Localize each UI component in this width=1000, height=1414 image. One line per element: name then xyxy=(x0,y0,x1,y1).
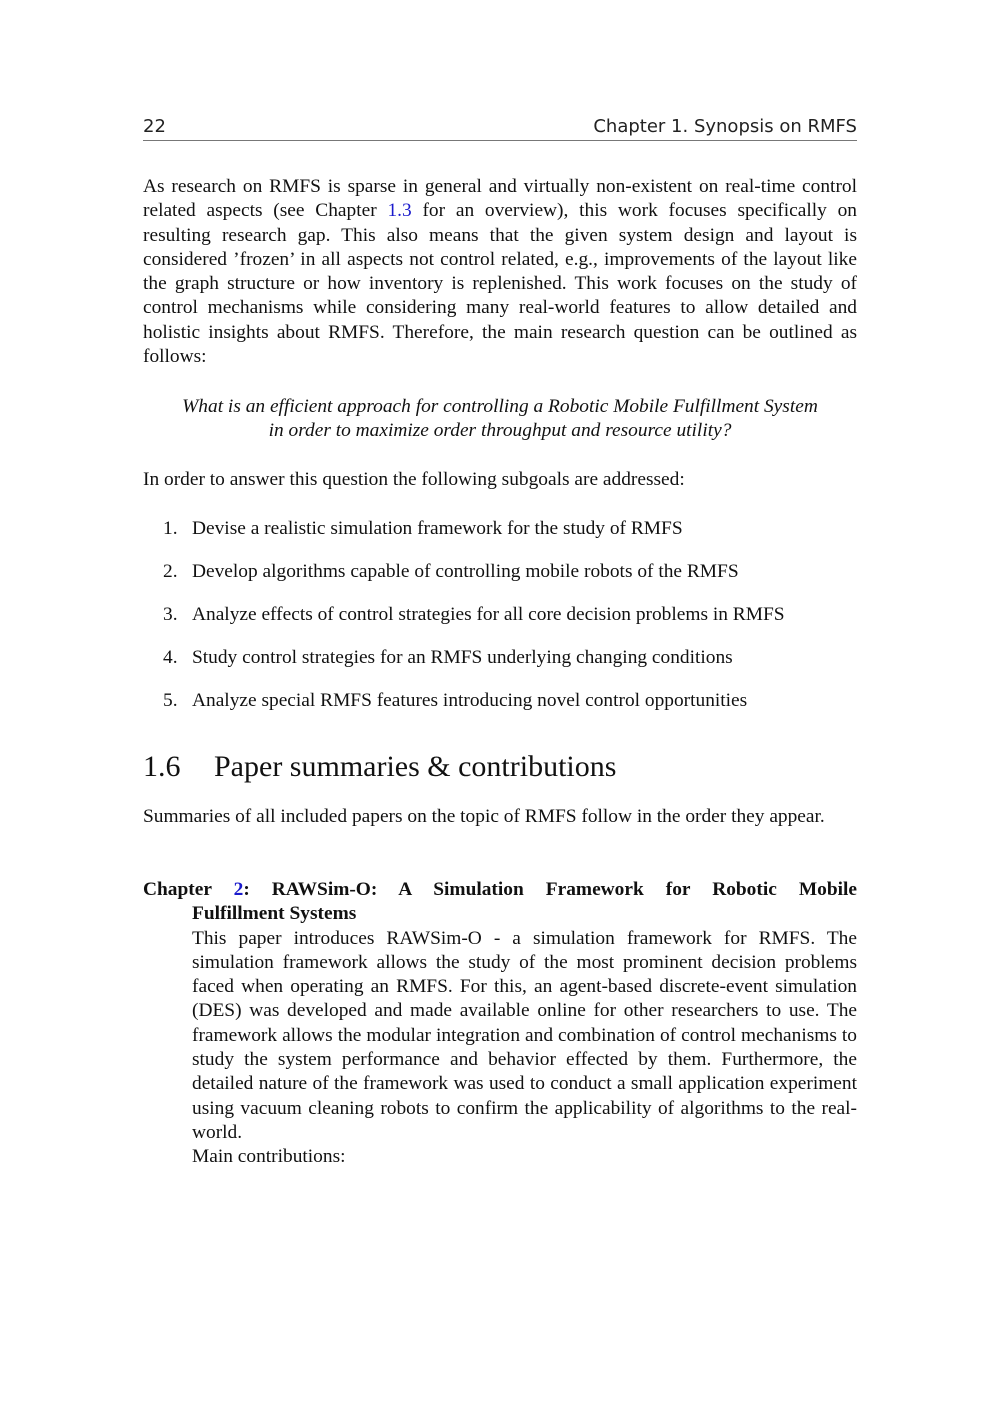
intro-text-1: As research on RMFS is sparse in general and virtually non-existent on real-time control related aspects (see Chapter xyxy=(143,176,857,222)
research-question-line-2: in order to maximize order throughput and resource utility? xyxy=(268,420,732,442)
section-heading xyxy=(143,750,616,784)
research-question xyxy=(143,395,857,444)
main-contributions-label: Main contributions: xyxy=(192,1146,346,1168)
chapter-2-link[interactable]: 2 xyxy=(233,879,244,900)
subgoals-list xyxy=(163,517,857,732)
chapter-entry-title xyxy=(143,878,857,902)
chapter-entry-prefix: Chapter xyxy=(143,879,234,900)
intro-paragraph xyxy=(143,175,857,369)
chapter-summary-entry xyxy=(143,878,857,1170)
section-title: Paper summaries & contributions xyxy=(214,750,617,783)
list-item-text: Analyze effects of control strategies for all core decision problems in RMFS xyxy=(192,604,785,625)
list-item xyxy=(163,560,857,603)
list-item xyxy=(163,646,857,689)
subgoals-intro: In order to answer this question the following subgoals are addressed: xyxy=(143,469,685,490)
list-item xyxy=(163,689,857,732)
section-intro-paragraph: Summaries of all included papers on the topic of RMFS follow in the order they appear. xyxy=(143,806,825,827)
list-item xyxy=(163,603,857,646)
list-item-text: Develop algorithms capable of controlling mobile robots of the RMFS xyxy=(192,561,739,582)
list-item-number: 5. xyxy=(163,690,178,711)
chapter-entry-title-line-1: : RAWSim-O: A Simulation Framework for Robotic Mobile xyxy=(243,879,858,900)
list-item-text: Analyze special RMFS features introducing novel control opportunities xyxy=(192,690,748,711)
chapter-1-3-link[interactable]: 1.3 xyxy=(387,200,412,222)
list-item-number: 1. xyxy=(163,518,178,539)
list-item-number: 2. xyxy=(163,561,178,582)
section-number: 1.6 xyxy=(143,750,181,783)
intro-text-2: for an overview), this work focuses specifically on resulting research gap. This also means that the given system design and layout is considered ’frozen’ in all aspects not control related, e.g., improvements of the layout like the graph structure or how inventory is replenished. This work focuses on the study of control mechanisms while considering many real-world features to allow detailed and holistic insights about RMFS. Therefore, the main research question can be outlined as follows: xyxy=(143,200,857,368)
list-item xyxy=(163,517,857,560)
list-item-text: Devise a realistic simulation framework for the study of RMFS xyxy=(192,518,683,539)
running-chapter-title: Chapter 1. Synopsis on RMFS xyxy=(593,116,857,137)
list-item-number: 4. xyxy=(163,647,178,668)
running-header xyxy=(143,114,857,141)
list-item-number: 3. xyxy=(163,604,178,625)
chapter-entry-title-line-2: Fulfillment Systems xyxy=(192,903,357,925)
page-number: 22 xyxy=(143,116,166,137)
chapter-entry-description: This paper introduces RAWSim-O - a simulation framework for RMFS. The simulation framework allows the study of the most prominent decision problems faced when operating an RMFS. For this, an agent-based discrete-event simulation (DES) was developed and made available online for other researchers to use. The framework allows the modular integration and combination of control mechanisms to study the system performance and behavior effected by them. Furthermore, the detailed nature of the framework was used to conduct a small application experiment using vacuum cleaning robots to confirm the applicability of algorithms to the real-world. xyxy=(192,927,857,1143)
list-item-text: Study control strategies for an RMFS underlying changing conditions xyxy=(192,647,733,668)
research-question-line-1: What is an efficient approach for controlling a Robotic Mobile Fulfillment System xyxy=(182,396,818,417)
